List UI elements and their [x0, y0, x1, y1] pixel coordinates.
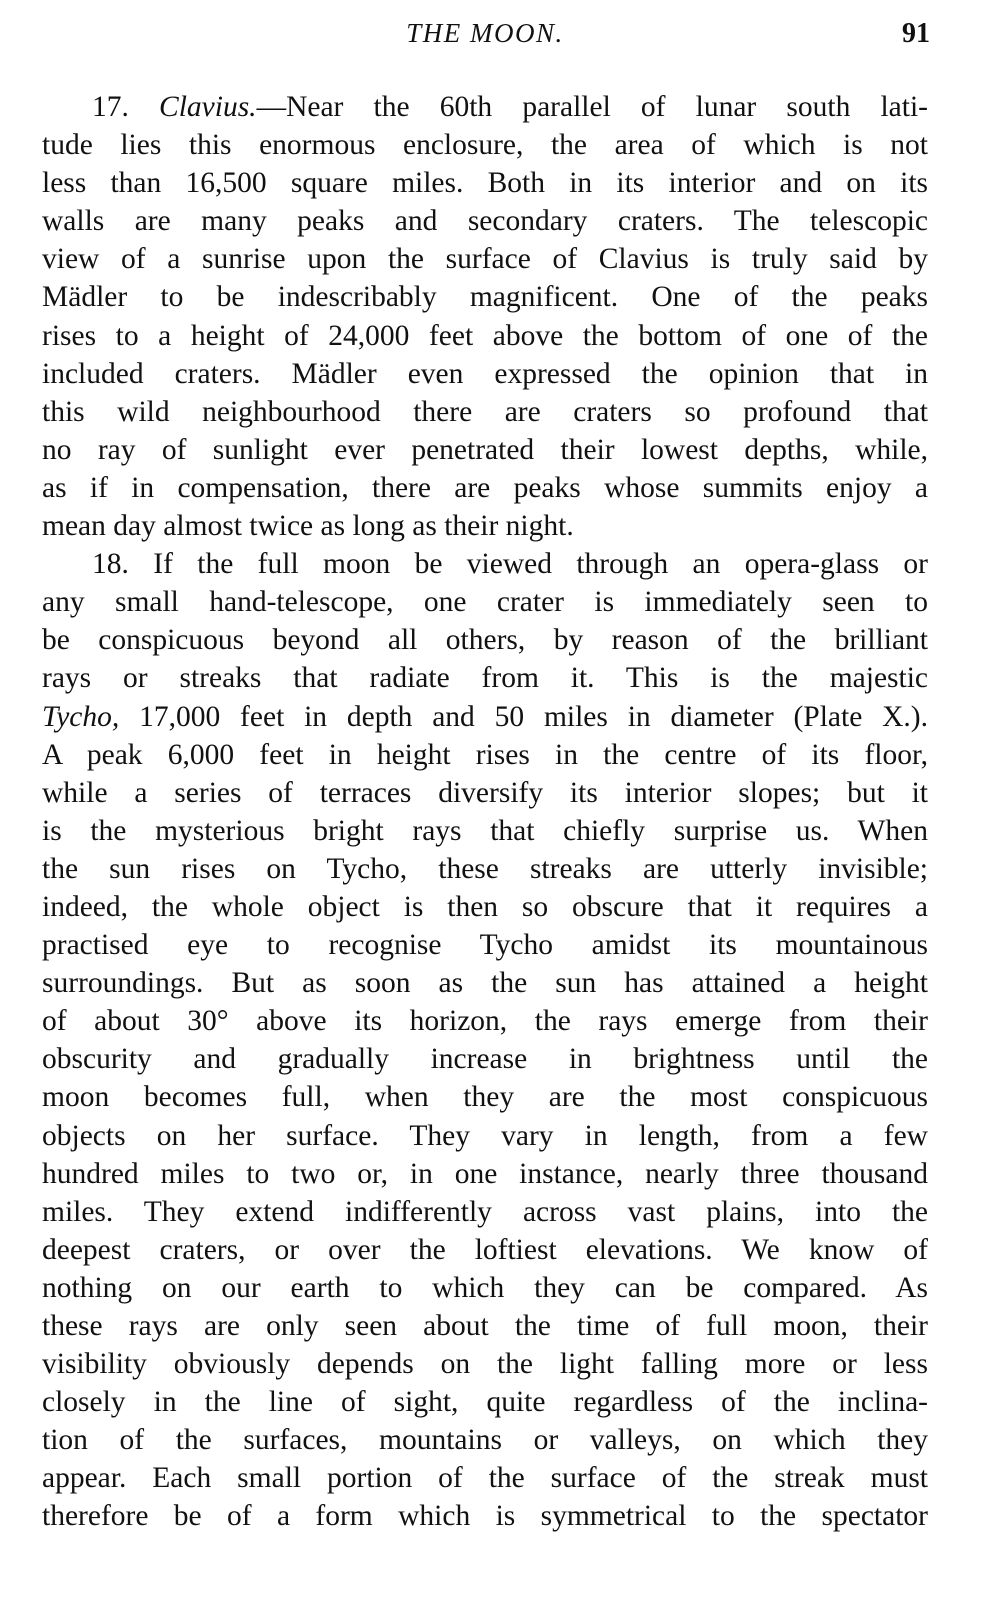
text-line: mean day almost twice as long as their night.: [42, 510, 574, 543]
text-line: walls are many peaks and secondary craters. The telescopic: [42, 205, 928, 238]
text-line: is the mysterious bright rays that chiefly surprise us. When: [42, 814, 928, 847]
text-line: tude lies this enormous enclosure, the area of which is not: [42, 129, 928, 162]
text-line: nothing on our earth to which they can be compared. As: [42, 1271, 928, 1304]
running-head: [40, 18, 930, 58]
body-text: [42, 88, 928, 1536]
text-line: surroundings. But as soon as the sun has attained a height: [42, 967, 928, 1000]
text-line: these rays are only seen about the time of full moon, their: [42, 1310, 928, 1342]
text-line: A peak 6,000 feet in height rises in the centre of its floor,: [42, 738, 928, 771]
text-line: this wild neighbourhood there are craters so profound that: [42, 395, 928, 428]
text-line: be conspicuous beyond all others, by reason of the brilliant: [42, 624, 928, 657]
text-line: included craters. Mädler even expressed the opinion that in: [42, 357, 928, 390]
text-line: objects on her surface. They vary in length, from a few: [42, 1119, 928, 1152]
text-line: obscurity and gradually increase in brightness until the: [42, 1043, 928, 1076]
text-line: as if in compensation, there are peaks whose summits enjoy a: [42, 471, 928, 504]
text-line: Tycho, 17,000 feet in depth and 50 miles in diameter (Plate X.).: [42, 700, 928, 733]
text-line: view of a sunrise upon the surface of Clavius is truly said by: [42, 243, 928, 276]
text-line: hundred miles to two or, in one instance, nearly three thousand: [42, 1157, 928, 1190]
text-line: the sun rises on Tycho, these streaks are utterly invisible;: [42, 852, 928, 885]
running-title: THE MOON.: [406, 18, 564, 48]
text-line: moon becomes full, when they are the most conspicuous: [42, 1081, 928, 1114]
text-line: of about 30° above its horizon, the rays emerge from their: [42, 1005, 928, 1038]
page-number: 91: [902, 18, 930, 49]
text-line: no ray of sunlight ever penetrated their lowest depths, while,: [42, 433, 928, 466]
text-line: indeed, the whole object is then so obscure that it requires a: [42, 890, 928, 923]
text-line: 17. Clavius.—Near the 60th parallel of lunar south lati-: [92, 91, 928, 123]
text-line: rays or streaks that radiate from it. This is the majestic: [42, 662, 928, 695]
text-line: less than 16,500 square miles. Both in its interior and on its: [42, 167, 928, 200]
text-line: miles. They extend indifferently across vast plains, into the: [42, 1195, 928, 1228]
text-line: Mädler to be indescribably magnificent. One of the peaks: [42, 281, 928, 314]
text-line: 18. If the full moon be viewed through an opera-glass or: [92, 548, 928, 581]
text-line: tion of the surfaces, mountains or valleys, on which they: [42, 1424, 928, 1457]
text-line: appear. Each small portion of the surface of the streak must: [42, 1462, 928, 1495]
text-line: any small hand-telescope, one crater is immediately seen to: [42, 586, 928, 619]
text-line: closely in the line of sight, quite regardless of the inclina-: [42, 1386, 928, 1419]
text-line: therefore be of a form which is symmetrical to the spectator: [42, 1500, 928, 1533]
text-line: deepest craters, or over the loftiest elevations. We know of: [42, 1233, 928, 1266]
text-line: practised eye to recognise Tycho amidst its mountainous: [42, 929, 928, 962]
text-line: while a series of terraces diversify its interior slopes; but it: [42, 776, 928, 809]
text-line: visibility obviously depends on the light falling more or less: [42, 1348, 928, 1381]
text-line: rises to a height of 24,000 feet above the bottom of one of the: [42, 319, 928, 352]
